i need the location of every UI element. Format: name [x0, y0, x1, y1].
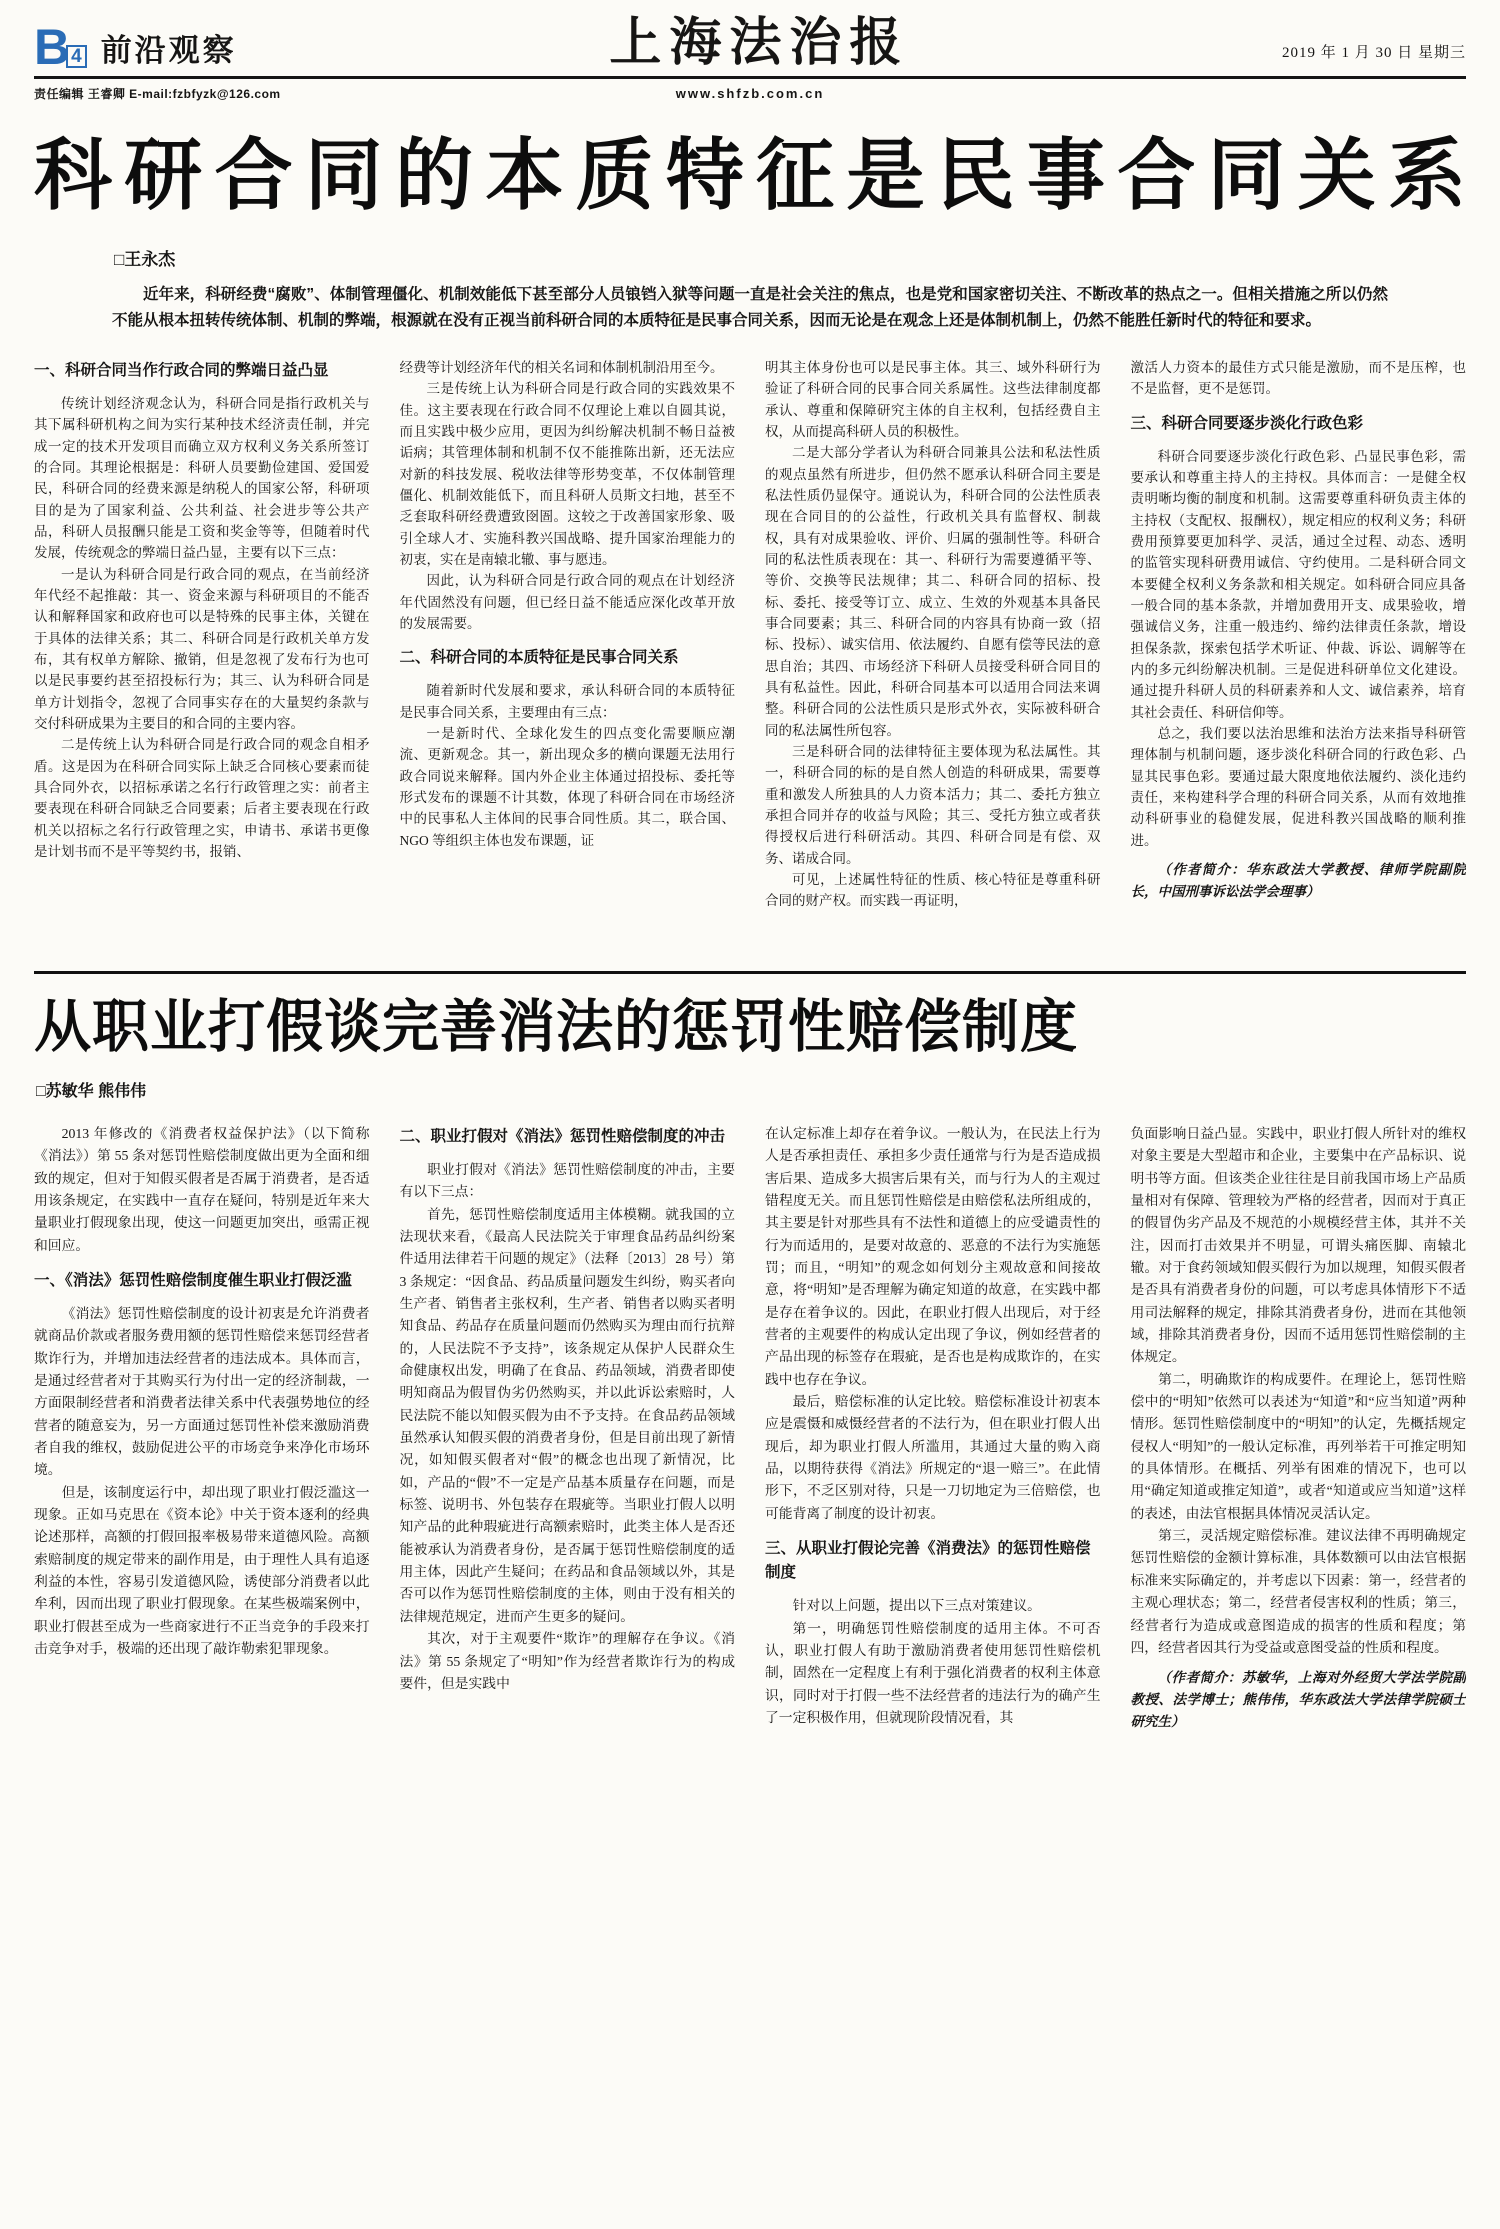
page-code-number: 4: [66, 45, 87, 68]
paragraph: 科研合同要逐步淡化行政色彩、凸显民事色彩，需要承认和尊重主持人的主持权。具体而言：一是健全权责明晰均衡的制度和机制。这需要尊重科研负责主体的主持权（支配权、报酬权），规定相应的权利义务；科研费用预算要更加科学、灵活，通过全过程、动态、透明的监管实现科研费用诚信、守约使用。二是科研合同文本要健全权利义务条款和相关规定。如科研合同应具备一般合同的基本条款，并增加费用开支、成果验收，增强诚信义务，注重一般违约、缔约法律责任条款，增设担保条款，探索包括学术听证、仲裁、诉讼、调解等在内的多元纠纷解决机制。三是促进科研单位文化建设。通过提升科研人员的科研素养和人文、诚信素养，培育其社会责任、科研信仰等。: [1130, 448, 1466, 720]
paragraph: 随着新时代发展和要求，承认科研合同的本质特征是民事合同关系，主要理由有三点：: [399, 683, 735, 720]
text-column: [34, 1123, 370, 2229]
editor-credit: 责任编辑 王睿卿 E-mail:fzbfyzk@126.com: [34, 86, 281, 101]
header-top-row: [34, 8, 1466, 75]
paragraph: 首先，惩罚性赔偿制度适用主体模糊。就我国的立法现状来看，《最高人民法院关于审理食品药品纠纷案件适用法律若干问题的规定》（法释〔2013〕28 号）第 3 条规定：“因食品、药品质量问题发生纠纷，购买者向生产者、销售者主张权利，生产者、销售者以购买者明知食品、药品存在质量问题而仍然购买为理由而行抗辩的，人民法院不予支持”，该条规定从保护人民群众生命健康权出发，明确了在食品、药品领域，消费者即使明知商品为假冒伪劣仍然购买，并以此诉讼索赔时，人民法院不能以知假买假为由不予支持。在食品药品领域虽然承认知假买假的消费者身份，但是目前出现了新情况，如知假买假者对“假”的概念也出现了新情况，比如，产品的“假”不一定是产品基本质量存在问题，而是标签、说明书、外包装存在瑕疵等。当职业打假人以明知产品的此种瑕疵进行高额索赔时，此类主体人是否还能被承认为消费者身份，是否属于惩罚性赔偿制度的适用主体，因此产生疑问；在药品和食品领域以外，其是否可以作为惩罚性赔偿制度的主体，则由于没有相关的法律规范规定，进而产生更多的疑问。: [399, 1206, 735, 1624]
section-name: 前沿观察: [100, 33, 237, 68]
paragraph: 可见，上述属性特征的性质、核心特征是尊重科研合同的财产权。而实践一再证明，: [765, 871, 1101, 909]
paragraph: 激活人力资本的最佳方式只能是激励，而不是压榨，也不是监督，更不是惩罚。: [1130, 360, 1466, 397]
article-divider-rule: [34, 971, 1466, 974]
paragraph: 因此，认为科研合同是行政合同的观点在计划经济年代固然没有问题，但已经日益不能适应深化改革开放的发展需要。: [399, 573, 735, 632]
section-heading: 一、《消法》惩罚性赔偿制度催生职业打假泛滥: [34, 1272, 352, 1289]
page-code-letter: B: [34, 19, 71, 75]
article-punitive-damages: [34, 996, 1466, 2229]
paragraph: 总之，我们要以法治思维和法治方法来指导科研管理体制与机制问题，逐步淡化科研合同的行政色彩、凸显其民事色彩。要通过最大限度地依法履约、淡化违约责任，来构建科学合理的科研合同关系，从而有效地推动科研事业的稳健发展，促进科教兴国战略的顺利推进。: [1130, 726, 1466, 848]
paragraph: 一是新时代、全球化发生的四点变化需要顺应潮流、更新观念。其一，新出现众多的横向课题无法用行政合同说来解释。国内外企业主体通过招投标、委托等形式发布的课题不计其数，体现了科研合同在市场经济中的民事私人主体间的民事合同性质。其二，联合国、NGO 等组织主体也发布课题，证: [399, 726, 735, 848]
section-heading: 二、职业打假对《消法》惩罚性赔偿制度的冲击: [399, 1127, 726, 1145]
paragraph: 负面影响日益凸显。实践中，职业打假人所针对的维权对象主要是大型超市和企业，主要集中在产品标识、说明书等方面。但该类企业往往是目前我国市场上产品质量相对有保障、管理较为严格的经营者，因而对于真正的假冒伪劣产品及不规范的小规模经营主体，其并不关注，因而打击效果并不明显，可谓头痛医脚、南辕北辙。对于食药领域知假买假行为加以规理，知假买假者是否具有消费者身份的问题，可以考虑具体情形下不适用司法解释的规定，排除其消费者身份，进而在其他领域，排除其消费者身份，因而不适用惩罚性赔偿制的主体规定。: [1130, 1125, 1466, 1365]
paragraph: 针对以上问题，提出以下三点对策建议。: [792, 1598, 1041, 1614]
article1-author: □王永杰: [114, 249, 176, 269]
paragraph: 经费等计划经济年代的相关名词和体制机制沿用至今。: [399, 360, 724, 376]
paragraph: 传统计划经济观念认为，科研合同是指行政机关与其下属科研机构之间为实行某种技术经济责任制，并完成一定的技术开发项目而确立双方权利义务关系所签订的合同。其理论根据是：科研人员要勤俭建国、爱国爱民，科研合同的经费来源是纳税人的国家公帑，科研项目的是为了国家利益、公共利益、社会进步等公共产品，科研人员报酬只能是工资和奖金等等，但随着时代发展，传统观念的弊端日益凸显，主要有以下三点：: [34, 396, 370, 561]
section-heading: 一、科研合同当作行政合同的弊端日益凸显: [34, 362, 329, 380]
section-heading: 三、从职业打假论完善《消费法》的惩罚性赔偿制度: [765, 1540, 1091, 1582]
article2-authors: □苏敏华 熊伟伟: [36, 1082, 147, 1100]
header-bottom-row: [34, 79, 1466, 107]
paragraph: 但是，该制度运行中，却出现了职业打假泛滥这一现象。正如马克思在《资本论》中关于资本逐利的经典论述那样，高额的打假回报率极易带来道德风险。高额索赔制度的规定带来的副作用是，由于理性人具有追逐利益的本性，容易引发道德风险，诱使部分消费者以此牟利，因而出现了职业打假现象。在某些极端案例中，职业打假甚至成为一些商家进行不正当竞争的手段来打击竞争对手，极端的还出现了敲诈勒索犯罪现象。: [34, 1484, 370, 1657]
page-header: [34, 8, 1466, 107]
paragraph: 三是传统上认为科研合同是行政合同的实践效果不佳。这主要表现在行政合同不仅理论上难以自圆其说，而且实践中极少应用，更因为纠纷解决机制不畅日益被诟病；其管理体制和机制不仅不能推陈出新，还无法应对新的科技发展、税收法律等形势变革，不仅体制管理僵化、机制效能低下，而且科研人员斯文扫地，甚至不乏套取科研经费遭致囹圄。这较之于改善国家形象、吸引全球人才、实施科教兴国战略、提升国家治理能力的初衷，实在是南辕北辙、事与愿违。: [399, 381, 735, 568]
text-column: [400, 1123, 736, 2229]
author-bio: （作者简介：华东政法大学教授、律师学院副院长，中国刑事诉讼法学会理事）: [1130, 862, 1466, 899]
paragraph: 三是科研合同的法律特征主要体现为私法属性。其一，科研合同的标的是自然人创造的科研成果，需要尊重和激发人所独具的人力资本活力；其二、委托方独立承担合同并存的收益与风险；其三、受托方独立或者获得授权后进行科研活动。其四、科研合同是有偿、双务、诺成合同。: [765, 744, 1101, 866]
section-heading: 二、科研合同的本质特征是民事合同关系: [399, 649, 679, 667]
paragraph: 其次，对于主观要件“欺诈”的理解存在争议。《消法》第 55 条规定了“明知”作为经营者欺诈行为的构成要件，但是实践中: [399, 1631, 735, 1691]
paragraph: 二是大部分学者认为科研合同兼具公法和私法性质的观点虽然有所进步，但仍然不愿承认科研合同主要是私法性质仍显保守。通说认为，科研合同的公法性质表现在合同目的的公益性，行政机关具有监督权、制裁权，具有对成果验收、评价、归属的强制性等。科研合同的私法性质表现在：其一、科研行为需要遵循平等、等价、交换等民法规律；其二、科研合同的招标、投标、委托、接受等订立、成立、生效的外观基本具备民事合同要素；其三、科研合同的内容具有协商一致（招标、投标）、诚实信用、依法履约、自愿有偿等民法的意思自治；其四、市场经济下科研人员接受科研合同目的具有私益性。因此，科研合同基本可以适用合同法来调整。科研合同的公法性质只是形式外衣，实际被科研合同的私法属性所包容。: [765, 445, 1101, 738]
article1-columns: [34, 357, 1466, 953]
paragraph: 2013 年修改的《消费者权益保护法》（以下简称《消法》）第 55 条对惩罚性赔偿制度做出更为全面和细致的规定，但对于知假买假者是否属于消费者，是否适用该条规定，在实践中一直存在疑问，特别是近年来大量职业打假现象出现，使这一问题更加突出，亟需正视和回应。: [34, 1125, 370, 1253]
newspaper-website: www.shfzb.com.cn: [675, 85, 825, 101]
paragraph: 一是认为科研合同是行政合同的观点，在当前经济年代经不起推敲：其一、资金来源与科研项目的不能否认和解释国家和政府也可以是特殊的民事主体，关键在于具体的法律关系；其二、科研合同是行政机关单方发布，其有权单方解除、撤销，但是忽视了发布行为也可以是民事要约甚至招投标行为；其三、认为科研合同是单方计划指令，忽视了合同事实存在的大量契约条款与交付科研成果为主要目的和合同的主要内容。: [34, 566, 370, 732]
text-column: [1131, 1123, 1467, 2229]
article2-columns: [34, 1123, 1466, 2229]
article1-lead-paragraph: 近年来，科研经费“腐败”、体制管理僵化、机制效能低下甚至部分人员锒铛入狱等问题一直是社会关注的焦点，也是党和国家密切关注、不断改革的热点之一。但相关措施之所以仍然不能从根本扭转传统体制、机制的弊端，根源就在没有正视当前科研合同的本质特征是民事合同关系，因而无论是在观念上还是体制机制上，仍然不能胜任新时代的特征和要求。: [112, 285, 1388, 330]
author-bio: （作者简介：苏敏华，上海对外经贸大学法学院副教授、法学博士；熊伟伟，华东政法大学法律学院硕士研究生）: [1130, 1670, 1466, 1729]
text-column: [765, 357, 1101, 953]
issue-date: 2019 年 1 月 30 日 星期三: [1281, 45, 1466, 61]
text-column: [1131, 357, 1467, 953]
paragraph: 第一，明确惩罚性赔偿制度的适用主体。不可否认，职业打假人有助于激励消费者使用惩罚性赔偿机制，固然在一定程度上有利于强化消费者的权利主体意识，同时对于打假一些不法经营者的违法行为的确产生了一定积极作用，但就现阶段情况看，其: [765, 1620, 1101, 1725]
masthead-title: 上海法治报: [609, 15, 910, 72]
text-column: [400, 357, 736, 953]
article-research-contract: [34, 133, 1466, 953]
header-left: [34, 19, 237, 75]
section-heading: 三、科研合同要逐步淡化行政色彩: [1130, 414, 1364, 432]
page-code: [34, 19, 87, 75]
paragraph: 第三，灵活规定赔偿标准。建议法律不再明确规定惩罚性赔偿的金额计算标准，具体数额可以由法官根据标准来实际确定的，并考虑以下因素：第一，经营者的主观心理状态；第二，经营者侵害权利的性质；第三，经营者行为造成或意图造成的损害的性质和程度；第四，经营者因其行为受益或意图受益的性质和程度。: [1130, 1528, 1466, 1655]
text-column: [765, 1123, 1101, 2229]
article1-headline: 科研合同的本质特征是民事合同关系: [34, 131, 1466, 219]
paragraph: 职业打假对《消法》惩罚性赔偿制度的冲击，主要有以下三点：: [399, 1161, 735, 1200]
text-column: [34, 357, 370, 953]
paragraph: 最后，赔偿标准的认定比较。赔偿标准设计初衷本应是震慑和威慑经营者的不法行为，但在职业打假人出现后，却为职业打假人所滥用，其通过大量的购入商品，以期待获得《消法》所规定的“退一赔三”。在此情形下，不乏区别对待，只是一刀切地定为三倍赔偿，也可能背离了制度的设计初衷。: [765, 1394, 1101, 1521]
paragraph: 明其主体身份也可以是民事主体。其三、域外科研行为验证了科研合同的民事合同关系属性。这些法律制度都承认、尊重和保障研究主体的自主权利，包括经费自主权，从而提高科研人员的积极性。: [765, 360, 1101, 440]
paragraph: 二是传统上认为科研合同是行政合同的观念自相矛盾。这是因为在科研合同实际上缺乏合同核心要素而徒具合同外衣，以招标承诺之名行行政管理之实：前者主要表现在科研合同缺乏合同要素；后者主要表现在行政机关以招标之名行行政管理之实，申请书、承诺书更像是计划书而不是平等契约书，报销、: [34, 737, 370, 860]
paragraph: 《消法》惩罚性赔偿制度的设计初衷是允许消费者就商品价款或者服务费用额的惩罚性赔偿来惩罚经营者欺诈行为，并增加违法经营者的违法成本。具体而言，是通过经营者对于其购买行为付出一定的经济制裁，一方面限制经营者和消费者法律关系中代表强势地位的经营者的随意妄为，另一方面通过惩罚性补偿来激励消费者自我的维权，鼓励促进公平的市场竞争来净化市场环境。: [34, 1306, 370, 1478]
paragraph: 在认定标准上却存在着争议。一般认为，在民法上行为人是否承担责任、承担多少责任通常与行为是否造成损害后果、造成多大损害后果有关，而与行为人的主观过错程度无关。而且惩罚性赔偿是由赔偿私法所组成的，其主要是针对那些具有不法性和道德上的应受谴责性的行为而适用的，是要对故意的、恶意的不法行为实施惩罚；而且，“明知”的观念如何划分主观故意和间接故意，将“明知”是否理解为确定知道的故意，在实践中都是存在着争议的。因此，在职业打假人出现后，对于经营者的主观要件的构成认定出现了争议，例如经营者的产品出现的标签存在瑕疵，是否也是构成欺诈的，在实践中也存在争议。: [765, 1125, 1101, 1387]
article2-headline: 从职业打假谈完善消法的惩罚性赔偿制度: [34, 995, 1078, 1060]
paragraph: 第二，明确欺诈的构成要件。在理论上，惩罚性赔偿中的“明知”依然可以表述为“知道”和“应当知道”两种情形。惩罚性赔偿制度中的“明知”的认定，先概括规定侵权人“明知”的一般认定标准，再列举若干可推定明知的具体情形。在概括、列举有困难的情况下，也可以用“确定知道或推定知道”，或者“知道或应当知道”这样的表述，由法官根据具体情况灵活认定。: [1130, 1371, 1466, 1521]
